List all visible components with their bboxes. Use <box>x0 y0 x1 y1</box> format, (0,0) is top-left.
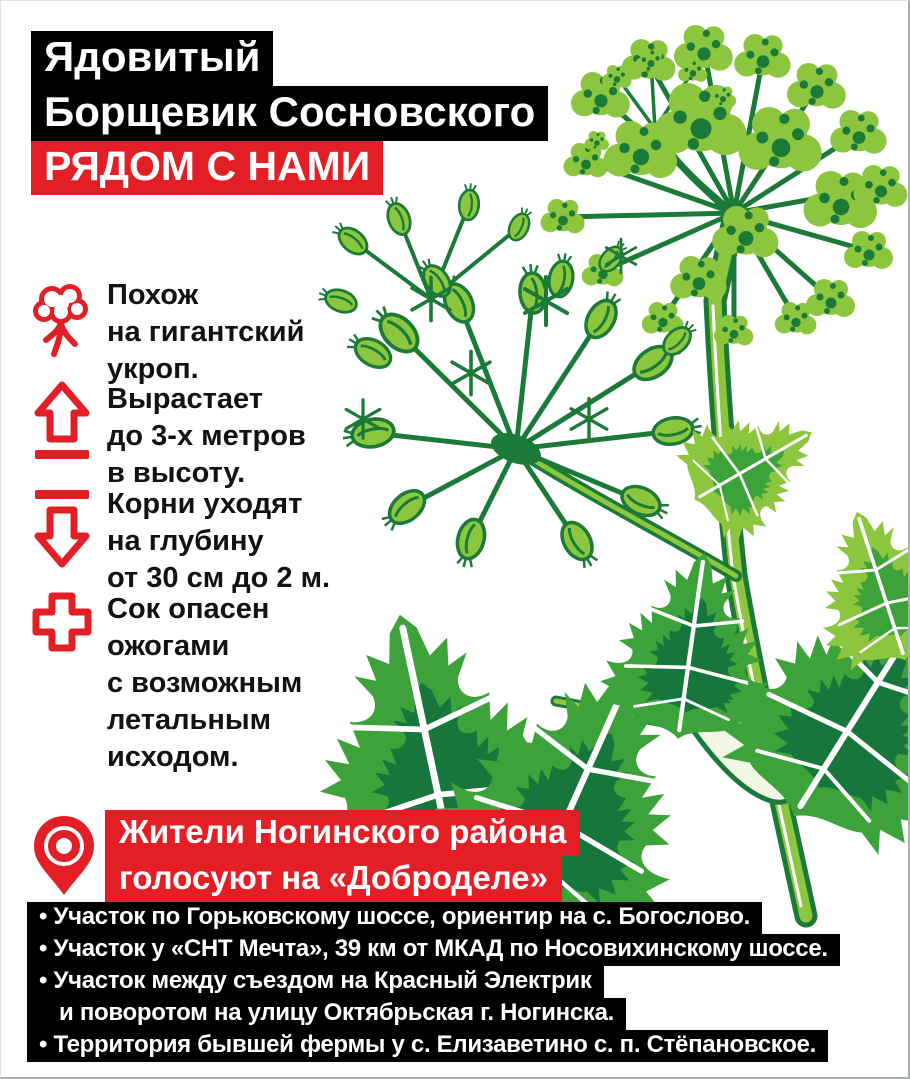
title-line-1: Ядовитый <box>31 31 273 86</box>
fact-text-line: ожогами <box>107 630 230 662</box>
fact-text-line: на глубину <box>107 525 264 557</box>
fact-text-line: исходом. <box>107 741 239 773</box>
fact-text-line: до 3-х метров <box>107 420 306 452</box>
locations-list <box>27 902 840 1062</box>
height-up-arrow-icon <box>29 381 95 467</box>
fact-deep-roots <box>29 486 330 597</box>
roots-down-arrow-icon <box>29 486 95 572</box>
plant-seed-pods <box>316 182 704 572</box>
fact-text-line: Сок опасен <box>107 593 270 625</box>
location-item: • Участок у «СНТ Мечта», 39 км от МКАД по Носовихинскому шоссе. <box>27 934 840 966</box>
fact-text-line: с возможным <box>107 667 303 699</box>
location-item: • Участок по Горьковскому шоссе, ориентир на с. Богослово. <box>27 902 762 934</box>
fact-looks-like-dill <box>29 277 304 388</box>
fact-dangerous-sap <box>29 591 302 776</box>
location-pin-icon <box>27 810 101 898</box>
location-item-continuation: и поворотом на улицу Октябрьская г. Ногинска. <box>27 998 626 1030</box>
fact-text-line: на гигантский <box>107 316 305 348</box>
fact-grows-tall <box>29 381 306 492</box>
fact-text-line: Корни уходят <box>107 488 303 520</box>
fact-text-line: Похож <box>107 279 199 311</box>
poster-title <box>31 31 548 195</box>
fact-text-line: летальным <box>107 704 272 736</box>
vote-banner-line-2: голосуют на «Доброделе» <box>105 856 562 902</box>
title-line-3: РЯДОМ С НАМИ <box>31 141 383 195</box>
fact-text-line: от 30 см до 2 м. <box>107 562 331 594</box>
vote-banner-line-1: Жители Ногинского района <box>105 810 580 856</box>
vote-banner <box>105 810 580 902</box>
medical-cross-icon <box>29 591 95 655</box>
fact-text-line: Вырастает <box>107 383 263 415</box>
title-line-2: Борщевик Сосновского <box>31 86 548 141</box>
fact-text-line: укроп. <box>107 353 199 385</box>
location-item: • Территория бывшей фермы у с. Елизаветино с. п. Стёпановское. <box>27 1030 828 1062</box>
location-item: • Участок между съездом на Красный Электрик <box>27 966 604 998</box>
fact-text-line: в высоту. <box>107 457 246 489</box>
dill-tree-icon <box>29 277 95 359</box>
